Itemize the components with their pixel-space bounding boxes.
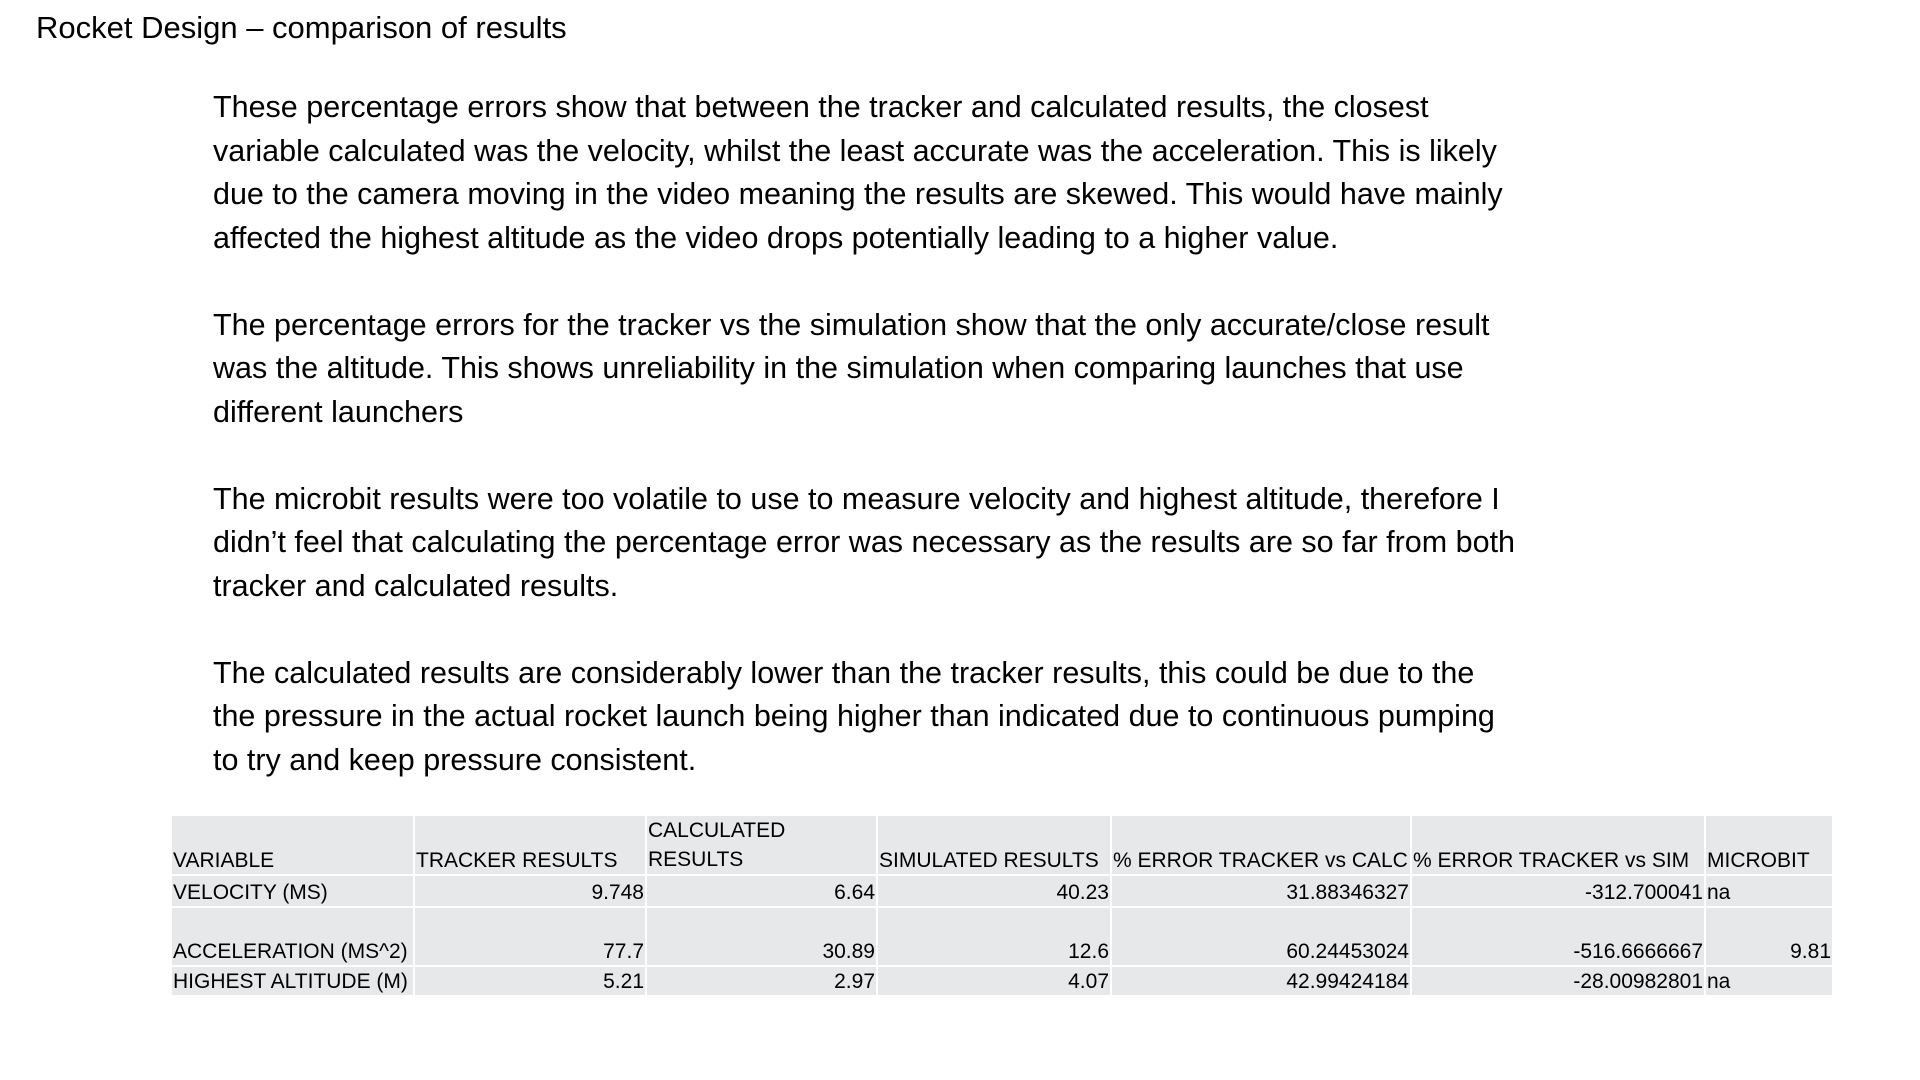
cell-tracker: 9.748 <box>415 876 645 906</box>
paragraph <box>213 304 1773 435</box>
cell-calculated: 6.64 <box>647 876 876 906</box>
paragraph-line: different launchers <box>213 394 464 429</box>
cell-error-calc: 31.88346327 <box>1112 876 1410 906</box>
paragraph-line: to try and keep pressure consistent. <box>213 742 697 777</box>
cell-microbit: na <box>1706 967 1832 995</box>
paragraph-line: variable calculated was the velocity, whilst the least accurate was the acceleration. This is likely <box>213 133 1497 168</box>
paragraph-line: The calculated results are considerably lower than the tracker results, this could be due to the <box>213 655 1475 690</box>
paragraph-line: The percentage errors for the tracker vs the simulation show that the only accurate/close result <box>213 307 1490 342</box>
cell-error-calc: 42.99424184 <box>1112 967 1410 995</box>
header-microbit: MICROBIT <box>1706 816 1832 874</box>
cell-tracker: 5.21 <box>415 967 645 995</box>
table-row <box>172 908 1832 965</box>
cell-variable: ACCELERATION (MS^2) <box>172 908 413 965</box>
cell-calculated: 30.89 <box>647 908 876 965</box>
page-title: Rocket Design – comparison of results <box>36 10 567 45</box>
cell-tracker: 77.7 <box>415 908 645 965</box>
paragraph-line: the pressure in the actual rocket launch being higher than indicated due to continuous pumping <box>213 699 1495 733</box>
cell-microbit: 9.81 <box>1706 908 1832 965</box>
paragraph-line: didn’t feel that calculating the percentage error was necessary as the results are so far from both <box>213 525 1516 559</box>
cell-error-sim: -312.700041 <box>1412 876 1704 906</box>
paragraph-line: tracker and calculated results. <box>213 568 619 603</box>
cell-calculated: 2.97 <box>647 967 876 995</box>
paragraph-line: due to the camera moving in the video meaning the results are skewed. This would have mainly <box>213 177 1503 211</box>
header-variable: VARIABLE <box>172 816 413 874</box>
header-simulated: SIMULATED RESULTS <box>878 816 1110 874</box>
paragraph <box>213 478 1773 609</box>
cell-error-sim: -516.6666667 <box>1412 908 1704 965</box>
cell-error-sim: -28.00982801 <box>1412 967 1704 995</box>
paragraph-line: The microbit results were too volatile to use to measure velocity and highest altitude, therefore I <box>213 481 1500 516</box>
table-row <box>172 876 1832 906</box>
paragraph <box>213 86 1773 260</box>
results-table <box>170 814 1834 997</box>
paragraph-line: affected the highest altitude as the video drops potentially leading to a higher value. <box>213 220 1339 255</box>
cell-simulated: 40.23 <box>878 876 1110 906</box>
cell-variable: HIGHEST ALTITUDE (M) <box>172 967 413 995</box>
header-error-sim: % ERROR TRACKER vs SIM <box>1412 816 1704 874</box>
table-header-row <box>172 816 1832 874</box>
body-text <box>213 86 1773 826</box>
cell-microbit: na <box>1706 876 1832 906</box>
header-calculated: CALCULATED RESULTS <box>647 816 876 874</box>
cell-error-calc: 60.24453024 <box>1112 908 1410 965</box>
paragraph-line: was the altitude. This shows unreliability in the simulation when comparing launches that use <box>213 351 1464 385</box>
cell-variable: VELOCITY (MS) <box>172 876 413 906</box>
cell-simulated: 4.07 <box>878 967 1110 995</box>
cell-simulated: 12.6 <box>878 908 1110 965</box>
table-row <box>172 967 1832 995</box>
paragraph-line: These percentage errors show that between the tracker and calculated results, the closest <box>213 90 1429 124</box>
header-tracker: TRACKER RESULTS <box>415 816 645 874</box>
paragraph <box>213 652 1773 783</box>
header-error-calc: % ERROR TRACKER vs CALC <box>1112 816 1410 874</box>
